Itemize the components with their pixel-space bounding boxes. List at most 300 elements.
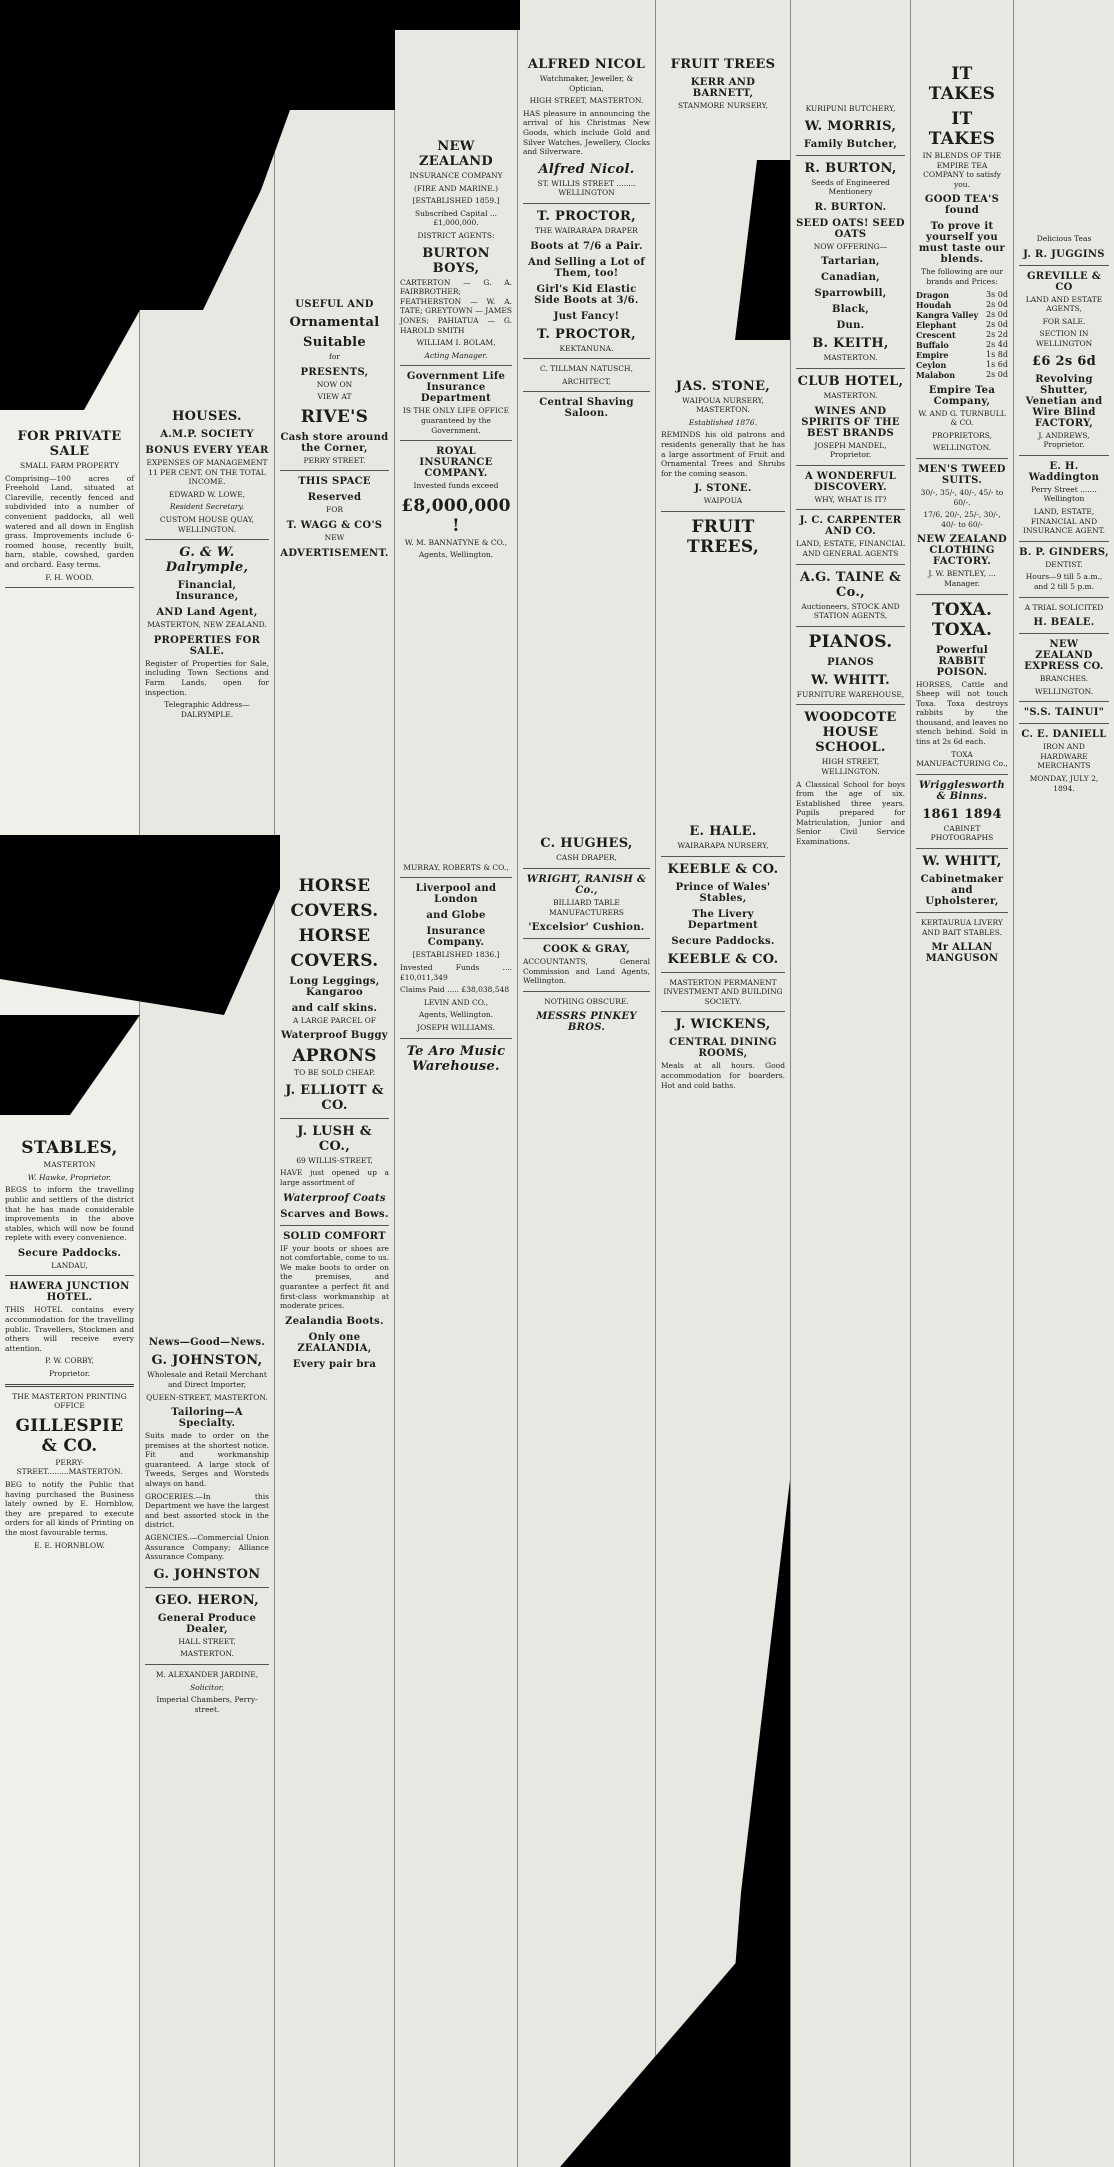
andrews-name: J. ANDREWS, Proprietor. — [1038, 430, 1090, 450]
zealandia-heading: Zealandia Boots. — [285, 1315, 384, 1327]
wagg-heading: T. WAGG & CO'S — [286, 519, 383, 531]
woodcote-text: A Classical School for boys from the age of six. Established three years. Pupils prepared for Matriculation, Junior and Senior Civil Service Examinations. — [796, 779, 905, 847]
new-text: NEW — [324, 532, 345, 542]
bentley-name: J. W. BENTLEY, ... Manager. — [928, 569, 996, 588]
kertaurua-heading: KERTAURUA LIVERY AND BAIT STABLES. — [921, 918, 1003, 937]
insurance-company-heading: Insurance Company. — [426, 926, 486, 949]
photographs-text: CABINET PHOTOGRAPHS — [930, 823, 994, 843]
comfort-text: IF your boots or shoes are not comfortable, come to us. We make boots to order on the premises, and guarantee a perfect fit and first-class workmanship at moderate prices. — [280, 1243, 389, 1311]
waterproof-coats-heading: Waterproof Coats — [283, 1192, 386, 1204]
date-text: MONDAY, JULY 2, 1894. — [1029, 774, 1099, 793]
why-text: WHY, WHAT IS IT? — [814, 494, 887, 504]
stone-place: WAIPOUA — [703, 496, 743, 506]
whitt-heading-2: W. WHITT, — [922, 854, 1002, 870]
view-at-text: VIEW AT — [317, 392, 352, 402]
taste-heading: To prove it yourself you must taste our blends. — [918, 221, 1006, 266]
wrigglesworth-heading: Wrigglesworth & Binns. — [919, 779, 1005, 802]
express-place: WELLINGTON. — [1034, 686, 1094, 696]
dentist-text: DENTIST. — [1045, 559, 1083, 569]
elliott-heading: J. ELLIOTT & CO. — [285, 1082, 384, 1113]
column-7 — [791, 0, 911, 2167]
club-hotel-place: MASTERTON. — [823, 390, 878, 400]
empire-heading: Empire Tea Company, — [928, 384, 996, 407]
royal-insurance-heading: ROYAL INSURANCE COMPANY. — [419, 446, 493, 480]
hotel-title: Proprietor. — [48, 1369, 91, 1379]
land-estate-text: LAND, ESTATE, FINANCIAL AND INSURANCE AGENT. — [1023, 506, 1105, 536]
divider — [796, 465, 905, 466]
govt-life-subheading: IS THE ONLY LIFE OFFICE guaranteed by the Government. — [402, 406, 510, 435]
for-text: for — [329, 352, 340, 361]
ginders-heading: B. P. GINDERS, — [1019, 546, 1109, 558]
nz-insurance-heading: NEW ZEALAND — [419, 139, 493, 169]
proctor-selling-heading: And Selling a Lot of Them, too! — [528, 256, 645, 279]
divider — [400, 1038, 512, 1039]
divider — [400, 440, 512, 441]
district-agents-list: CARTERTON — G. A. FAIRBROTHER; FEATHERSTON — W. A. TATE; GREYTOWN — JAMES JONES; PAHIATUA — G. HAROLD SMITH — [400, 277, 512, 335]
divider — [280, 1225, 389, 1226]
proctor-heading: T. PROCTOR, — [537, 208, 636, 224]
now-on-text: NOW ON — [316, 379, 353, 389]
divider — [400, 365, 512, 366]
perry-street-text: Perry Street ....... Wellington — [1031, 484, 1097, 504]
trial-text: A TRIAL SOLICITED — [1024, 602, 1104, 612]
assortment-text: A LARGE PARCEL OF — [292, 1015, 377, 1025]
dalrymple-heading: G. & W. Dalrymple, — [165, 545, 249, 576]
divider — [1019, 633, 1109, 634]
bannatyne-name: W. M. BANNATYNE & CO., — [404, 537, 508, 547]
proctor-boots-heading: Boots at 7/6 a Pair. — [530, 240, 643, 252]
morris-heading: W. MORRIS, — [804, 118, 897, 134]
burton-boys-heading: BURTON BOYS, — [422, 245, 490, 276]
livery-heading: The Livery Department — [687, 908, 759, 931]
divider — [1019, 597, 1109, 598]
hours-text: Hours—9 till 5 a.m., and 2 till 5 p.m. — [1025, 572, 1103, 591]
taine-subheading: Auctioneers, STOCK AND STATION AGENTS, — [801, 601, 900, 621]
torn-area-top-left — [0, 0, 395, 110]
divider — [661, 972, 785, 973]
revolving-heading: Revolving Shutter, Venetian and Wire Blind FACTORY, — [1025, 373, 1103, 429]
tea-price-row: Empire 1s 8d — [916, 349, 1008, 360]
waddington-heading: E. H. Waddington — [1028, 460, 1100, 483]
clothing-factory-heading: NEW ZEALAND CLOTHING FACTORY. — [916, 534, 1008, 568]
divider — [523, 203, 650, 204]
tea-price-row: Crescent 2s 2d — [916, 329, 1008, 340]
levin-name: LEVIN AND CO., — [423, 997, 489, 1007]
comfort-heading: SOLID COMFORT — [283, 1230, 386, 1242]
tea-price-row: Ceylon 1s 6d — [916, 359, 1008, 370]
hall-street: HALL STREET, — [178, 1636, 236, 1646]
pianos-subheading: PIANOS — [827, 656, 874, 668]
heron-place: MASTERTON. — [180, 1649, 234, 1659]
discovery-heading: A WONDERFUL DISCOVERY. — [804, 470, 897, 493]
proctor-place: KEKTANUNA. — [559, 343, 614, 353]
keeble-heading: KEEBLE & CO. — [667, 861, 779, 877]
black-item: Black, — [831, 304, 870, 316]
amp-heading: A.M.P. SOCIETY — [160, 429, 254, 440]
central-saloon-heading: Central Shaving Saloon. — [539, 397, 634, 420]
dun-item: Dun. — [836, 320, 865, 332]
divider — [916, 912, 1008, 913]
divider — [796, 155, 905, 156]
billiard-subheading: BILLIARD TABLE MANUFACTURERS — [549, 897, 624, 917]
divider — [1019, 701, 1109, 702]
toxa-text: HORSES, Cattle and Sheep will not touch Toxa. Toxa destroys rabbits by the thousand, and leaves no stench behind. Sold in tins at 2s 6d each. — [916, 679, 1008, 747]
invested-funds-line: Invested Funds .... £10,011,349 — [400, 963, 512, 982]
advertisement-heading: ADVERTISEMENT. — [280, 547, 389, 559]
tartarian-item: Tartarian, — [821, 256, 880, 268]
waterproof-heading: Waterproof Buggy — [281, 1030, 388, 1042]
stone-subheading: WAIPOUA NURSERY, MASTERTON. — [682, 395, 764, 415]
divider — [145, 1664, 269, 1665]
dining-rooms-heading: CENTRAL DINING ROOMS, — [669, 1037, 777, 1060]
presents-heading: PRESENTS, — [300, 366, 369, 378]
divider — [916, 594, 1008, 595]
levin-title: Agents, Wellington. — [418, 1010, 494, 1020]
cabinetmaker-heading: Cabinetmaker and Upholsterer, — [920, 874, 1004, 908]
dalrymple-place: MASTERTON, NEW ZEALAND. — [147, 620, 267, 630]
it-takes-heading-2: IT TAKES — [928, 109, 996, 149]
sold-cheap-text: TO BE SOLD CHEAP. — [294, 1068, 375, 1078]
hotel-heading: HAWERA JUNCTION HOTEL. — [9, 1281, 130, 1304]
column-4 — [395, 0, 518, 2167]
carpenter-heading: J. C. CARPENTER AND CO. — [799, 515, 902, 538]
ornamental-heading: Ornamental — [289, 315, 380, 330]
bolam-title: Acting Manager. — [424, 350, 488, 360]
johnston-subheading: Wholesale and Retail Merchant and Direct Importer, — [147, 1370, 267, 1389]
price-heading: £6 2s 6d — [1031, 353, 1097, 369]
proctor-subheading: THE WAIRARAPA DRAPER — [535, 225, 638, 235]
nicol-text: HAS pleasure in announcing the arrival of his Christmas New Goods, which include Gold and Silver Watches, Jewellery, Clocks and Silverware. — [523, 108, 650, 157]
morris-subheading: Family Butcher, — [803, 138, 898, 150]
stone-established: Established 1876. — [688, 417, 758, 427]
divider — [5, 587, 134, 588]
divider — [796, 564, 905, 565]
brands-intro: The following are our brands and Prices: — [921, 267, 1003, 286]
stables-place: MASTERTON — [43, 1160, 96, 1170]
solicitor-title: Solicitor, — [190, 1682, 224, 1692]
leggings-heading: Long Leggings, Kangaroo — [289, 975, 380, 998]
proctor-heading-2: T. PROCTOR, — [537, 326, 636, 342]
groceries-text: GROCERIES.—In this Department we have the largest and best assorted stock in the district. — [145, 1491, 269, 1530]
globe-heading: and Globe — [426, 910, 486, 922]
houses-heading: HOUSES. — [172, 409, 242, 424]
keith-heading: B. KEITH, — [812, 336, 889, 352]
fruit-trees-heading-2: FRUIT TREES, — [686, 516, 760, 557]
burton-heading: R. BURTON, — [804, 160, 897, 176]
govt-life-heading: Government Life Insurance Department — [406, 371, 506, 405]
divider — [796, 509, 905, 510]
solicitor-address: Imperial Chambers, Perry-street. — [156, 1695, 258, 1714]
cook-gray-heading: COOK & GRAY, — [542, 944, 631, 956]
gillespie-address: PERRY-STREET.........MASTERTON. — [16, 1457, 123, 1477]
kerr-barnett-subheading: STANMORE NURSERY, — [678, 101, 768, 110]
private-sale-text: Comprising—100 acres of Freehold Land, situated at Clareville, recently fenced and subdivided into a number of convenient paddocks, all well watered and all down in English grass. Improvements include 6-roomed house, recently built, barn, stable, cowshed, garden and orchard. Easy terms. — [5, 473, 134, 569]
invested-funds-text: Invested funds exceed — [413, 481, 499, 491]
williams-name: JOSEPH WILLIAMS. — [417, 1023, 495, 1033]
stables-text: BEGS to inform the travelling public and settlers of the district that he has made considerable improvements in the above stables, which will now be found replete with every convenience. — [5, 1185, 134, 1243]
established-text: [ESTABLISHED 1836.] — [412, 950, 500, 960]
bonus-heading: BONUS EVERY YEAR — [145, 445, 269, 456]
hotel-owner: P. W. CORBY, — [45, 1356, 94, 1366]
divider — [523, 938, 650, 939]
dining-text: Meals at all hours. Good accommodation for boarders. Hot and cold baths. — [661, 1061, 785, 1090]
covers-heading-2: COVERS. — [290, 950, 379, 971]
gillespie-heading: GILLESPIE & CO. — [15, 1415, 124, 1456]
claims-paid-line: Claims Paid ..... £38,038,548 — [400, 985, 510, 995]
toxa-company: TOXA MANUFACTURING Co., — [916, 749, 1008, 769]
blends-text: IN BLENDS OF THE EMPIRE TEA COMPANY to satisfy you. — [922, 151, 1002, 189]
nicol-subheading: Watchmaker, Jeweller, & Optician, — [539, 74, 634, 93]
invested-amount: £8,000,000 ! — [401, 495, 511, 536]
kuripuni-heading: KURIPUNI BUTCHERY, — [805, 104, 896, 113]
news-heading: News—Good—News. — [148, 1337, 266, 1349]
properties-heading: PROPERTIES FOR SALE. — [153, 634, 261, 657]
agencies-text: AGENCIES.—Commercial Union Assurance Company; Alliance Assurance Company. — [145, 1533, 269, 1562]
divider — [5, 1384, 134, 1387]
murray-name: MURRAY, ROBERTS & CO., — [403, 862, 509, 872]
paddocks-heading: Secure Paddocks. — [17, 1247, 122, 1259]
keith-place: MASTERTON. — [823, 353, 878, 363]
suits-price: 30/-, 35/-, 40/-, 45/- to 60/-. — [920, 487, 1004, 507]
suits-price-2: 17/6, 20/-, 25/-, 30/-, 40/- to 60/- — [923, 510, 1001, 529]
tea-price-row: Kangra Valley 2s 0d — [916, 309, 1008, 320]
good-teas-heading: GOOD TEA'S found — [924, 194, 1000, 217]
divider — [523, 991, 650, 992]
teas-text: Delicious Teas — [1036, 234, 1092, 243]
nicol-address: HIGH STREET, MASTERTON. — [529, 96, 644, 106]
bannatyne-title: Agents, Wellington. — [418, 550, 494, 560]
tea-price-row: Elephant 2s 0d — [916, 319, 1008, 330]
tea-price-row: Malabon 2s 0d — [916, 369, 1008, 380]
girls-boots-heading: Girl's Kid Elastic Side Boots at 3/6. — [534, 283, 639, 306]
space-heading: THIS SPACE — [298, 476, 371, 488]
juggins-heading: J. R. JUGGINS — [1023, 248, 1105, 260]
fruit-trees-heading: FRUIT TREES — [670, 57, 776, 72]
wickens-heading: J. WICKENS, — [675, 1017, 771, 1033]
burton-name: R. BURTON. — [814, 201, 887, 213]
gillespie-text: BEG to notify the Public that having purchased the Business lately owned by E. Hornblow, they are prepared to execute orders for all kinds of Printing on the most favourable terms. — [5, 1480, 134, 1537]
only-one-heading: Only one ZEALANDIA, — [297, 1331, 372, 1354]
pianos-heading: PIANOS. — [808, 631, 893, 652]
club-hotel-heading: CLUB HOTEL, — [797, 373, 904, 389]
divider — [523, 391, 650, 392]
daniell-heading: C. E. DANIELL — [1021, 729, 1107, 741]
lush-heading: J. LUSH & CO., — [297, 1123, 372, 1154]
manguson-heading: Mr ALLAN MANGUSON — [925, 942, 999, 965]
whitt-heading: W. WHITT. — [810, 672, 891, 688]
stables-heading: STABLES, — [21, 1138, 118, 1159]
divider — [916, 774, 1008, 775]
johnston-footer: G. JOHNSTON — [153, 1566, 261, 1582]
divider — [400, 877, 512, 878]
toxa-heading: TOXA. TOXA. — [931, 599, 993, 640]
column-9 — [1014, 0, 1114, 2167]
secure-paddocks-heading: Secure Paddocks. — [671, 935, 775, 947]
divider — [280, 1118, 389, 1119]
rive-heading: RIVE'S — [300, 406, 369, 427]
horse-heading-2: HORSE — [298, 925, 371, 946]
woodcote-subheading: HIGH STREET, WELLINGTON. — [821, 757, 880, 776]
seed-oats-heading: SEED OATS! SEED OATS — [796, 217, 905, 240]
district-agents-heading: DISTRICT AGENTS: — [417, 230, 495, 240]
tea-price-row: Buffalo 2s 4d — [916, 339, 1008, 350]
natusch-title: ARCHITECT, — [562, 376, 611, 386]
hale-subheading: WAIRARAPA NURSERY, — [677, 840, 769, 850]
mandel-name: JOSEPH MANDEL, Proprietor. — [814, 440, 887, 460]
divider — [796, 368, 905, 369]
tweed-suits-heading: MEN'S TWEED SUITS. — [918, 463, 1006, 486]
farm-sale-text: FOR SALE. — [1042, 316, 1086, 326]
lush-text: HAVE just opened up a large assortment of — [280, 1168, 389, 1187]
woodcote-heading: WOODCOTE HOUSE SCHOOL. — [804, 710, 897, 756]
wines-heading: WINES AND SPIRITS OF THE BEST BRANDS — [801, 405, 900, 439]
keeble-heading-2: KEEBLE & CO. — [667, 951, 779, 967]
landau-text: LANDAU, — [51, 1260, 88, 1270]
natusch-name: C. TILLMAN NATUSCH, — [540, 364, 633, 374]
branches-text: BRANCHES. — [1039, 674, 1089, 684]
column-3 — [275, 0, 395, 2167]
nothing-obscure: NOTHING OBSCURE. — [544, 996, 629, 1006]
agent-name: F. H. WOOD. — [45, 572, 94, 582]
suitable-heading: Suitable — [303, 335, 366, 350]
hotel-text: THIS HOTEL contains every accommodation for the travelling public. Travellers, Stockmen and others will receive every attention. — [5, 1305, 134, 1353]
turnbull-title: PROPRIETORS, — [931, 430, 993, 440]
bolam-name: WILLIAM I. BOLAM, — [416, 338, 496, 348]
aprons-heading: APRONS — [292, 1046, 377, 1067]
turnbull-name: W. AND G. TURNBULL & CO. — [918, 408, 1006, 428]
for-text-2: FOR — [326, 505, 343, 515]
bonus-subheading: EXPENSES OF MANAGEMENT 11 PER CENT. ON THE TOTAL INCOME. — [146, 458, 268, 487]
section-text: SECTION IN WELLINGTON — [1035, 329, 1093, 348]
reserved-heading: Reserved — [307, 492, 362, 504]
nz-insurance-subheading: INSURANCE COMPANY — [409, 171, 503, 180]
horse-heading: HORSE — [298, 875, 371, 896]
nz-insurance-subheading-2: (FIRE AND MARINE.) — [413, 183, 499, 193]
every-pair-heading: Every pair bra — [292, 1358, 377, 1370]
pinkey-heading: MESSRS PINKEY BROS. — [536, 1011, 637, 1034]
telegraphic-address: Telegraphic Address—DALRYMPLE. — [164, 700, 250, 719]
divider — [1019, 455, 1109, 456]
cash-store-heading: Cash store around the Corner, — [280, 431, 389, 454]
tailoring-heading: Tailoring—A Specialty. — [171, 1407, 243, 1430]
tea-price-row: Houdah 2s 0d — [916, 299, 1008, 310]
torn-area-top-strip — [395, 0, 520, 30]
johnston-heading: G. JOHNSTON, — [151, 1353, 263, 1369]
calfskins-heading: and calf skins. — [291, 1002, 378, 1014]
beale-heading: H. BEALE. — [1033, 617, 1095, 629]
daniell-subheading: IRON AND HARDWARE MERCHANTS — [1037, 742, 1091, 771]
column-2 — [140, 0, 275, 2167]
nicol-place: ST. WILLIS STREET ........ WELLINGTON — [537, 178, 636, 198]
cook-gray-text: ACCOUNTANTS, General Commission and Land Agents, Wellington. — [523, 957, 650, 986]
tea-price-list — [916, 290, 1008, 380]
burton-subheading: Seeds of Engineered Mentionery — [811, 177, 890, 197]
kerr-barnett-heading: KERR AND BARNETT, — [690, 77, 756, 99]
divider — [145, 1587, 269, 1588]
divider — [523, 868, 650, 869]
tea-price-row: Dragon 3s 0d — [916, 289, 1008, 300]
just-fancy-heading: Just Fancy! — [553, 310, 620, 322]
divider — [1019, 541, 1109, 542]
greville-heading: GREVILLE & CO — [1026, 270, 1102, 293]
hornblow-name: E. E. HORNBLOW. — [34, 1540, 105, 1550]
music-warehouse-heading: Te Aro Music Warehouse. — [406, 1043, 506, 1074]
lowe-name: EDWARD W. LOWE, — [168, 489, 246, 499]
whitt-subheading: FURNITURE WAREHOUSE, — [796, 689, 905, 699]
tainui-heading: "S.S. TAINUI" — [1023, 707, 1105, 719]
nz-insurance-capital: Subscribed Capital ... £1,000,000. — [414, 208, 498, 228]
divider — [661, 511, 785, 512]
princes-stables-heading: Prince of Wales' Stables, — [675, 881, 771, 904]
printing-office: THE MASTERTON PRINTING OFFICE — [12, 1391, 127, 1411]
dalrymple-subheading: Financial, Insurance, — [175, 580, 239, 603]
covers-heading: COVERS. — [290, 900, 379, 921]
divider — [1019, 723, 1109, 724]
express-heading: NEW ZEALAND EXPRESS CO. — [1024, 639, 1104, 673]
land-agent-heading: AND Land Agent, — [156, 607, 258, 619]
on-offering-text: NOW OFFERING— — [813, 241, 888, 251]
column-8 — [911, 0, 1014, 2167]
private-sale-subheading: SMALL FARM PROPERTY — [19, 461, 120, 470]
nicol-name: Alfred Nicol. — [538, 161, 635, 177]
it-takes-heading: IT TAKES — [928, 64, 996, 104]
heron-heading: GEO. HERON, — [155, 1592, 259, 1608]
perry-street: PERRY STREET. — [303, 455, 366, 465]
greville-subheading: LAND AND ESTATE AGENTS, — [1025, 294, 1103, 314]
liverpool-heading: Liverpool and London — [415, 883, 497, 906]
heron-subheading: General Produce Dealer, — [157, 1612, 257, 1635]
stone-heading: JAS. STONE, — [675, 378, 771, 394]
lowe-title: Resident Secretary. — [169, 502, 245, 512]
divider — [5, 1275, 134, 1276]
solicitor-name: M. ALEXANDER JARDINE, — [155, 1670, 259, 1679]
divider — [280, 470, 389, 471]
nz-insurance-established: [ESTABLISHED 1859.] — [412, 196, 500, 206]
toxa-subheading: Powerful RABBIT POISON. — [936, 644, 988, 678]
divider — [796, 704, 905, 705]
hale-heading: E. HALE. — [689, 823, 757, 839]
nicol-heading: ALFRED NICOL — [527, 57, 646, 72]
scarves-heading: Scarves and Bows. — [280, 1208, 389, 1220]
hughes-heading: C. HUGHES, — [540, 836, 633, 852]
column-5 — [518, 0, 656, 2167]
taine-heading: A.G. TAINE & Co., — [799, 569, 902, 600]
canadian-item: Canadian, — [821, 272, 880, 284]
divider — [145, 539, 269, 540]
tailoring-text: Suits made to order on the premises at the shortest notice. Fit and workmanship guaranteed. A large stock of Tweeds, Serges and Worsteds always on hand. — [145, 1431, 269, 1489]
private-sale-heading: FOR PRIVATE SALE — [17, 429, 122, 459]
wright-heading: WRIGHT, RANISH & Co., — [526, 873, 647, 896]
divider — [796, 626, 905, 627]
properties-text: Register of Properties for Sale, including Town Sections and Farm Lands, open for inspection. — [145, 658, 269, 697]
sparrowbill-item: Sparrowbill, — [814, 288, 887, 300]
custom-house: CUSTOM HOUSE QUAY, WELLINGTON. — [159, 514, 255, 534]
stone-text: REMINDS his old patrons and residents generally that he has a large assortment of Fruit and Ornamental Trees and Shrubs for the coming season. — [661, 430, 785, 478]
divider — [661, 1011, 785, 1012]
useful-heading: USEFUL AND — [295, 299, 374, 310]
divider — [1019, 265, 1109, 266]
hughes-subheading: CASH DRAPER, — [556, 853, 617, 863]
divider — [523, 358, 650, 359]
divider — [916, 848, 1008, 849]
year-heading: 1861 1894 — [922, 806, 1002, 822]
queen-street: QUEEN-STREET, MASTERTON. — [146, 1392, 268, 1402]
carpenter-subheading: LAND, ESTATE, FINANCIAL AND GENERAL AGENTS — [796, 539, 905, 558]
excelsior-heading: 'Excelsior' Cushion. — [528, 922, 645, 934]
lush-address: 69 WILLIS-STREET, — [296, 1155, 373, 1165]
stables-proprietor: W. Hawke, Proprietor. — [27, 1172, 112, 1182]
divider — [916, 458, 1008, 459]
